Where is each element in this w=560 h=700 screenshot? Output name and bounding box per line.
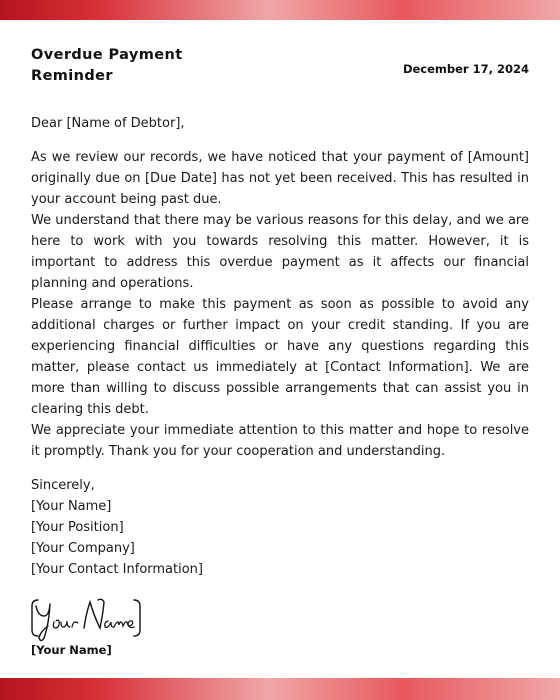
letter-date: December 17, 2024 [402, 62, 529, 76]
signature-name: [Your Name] [31, 643, 112, 657]
sender-position: [Your Position] [31, 520, 124, 535]
sender-name: [Your Name] [31, 499, 112, 514]
handwritten-signature [28, 594, 144, 644]
sender-contact: [Your Contact Information] [31, 562, 203, 577]
body-paragraph: We appreciate your immediate attention to this matter and hope to resolve it promptly. Thank you for your cooperation and understanding. [31, 423, 529, 459]
closing-block [31, 475, 203, 580]
letter-body [31, 147, 529, 462]
salutation: Dear [Name of Debtor], [31, 116, 185, 131]
top-accent-bar [0, 0, 560, 20]
sender-company: [Your Company] [31, 541, 135, 556]
body-paragraph: Please arrange to make this payment as soon as possible to avoid any additional charges or further impact on your credit standing. If you are experiencing financial difficulties or have any questions regarding this matter, please contact us immediately at [Contact Information]. We are more than willing to discuss possible arrangements that can assist you in clearing this debt. [31, 297, 529, 417]
letter-title: Overdue Payment Reminder [31, 47, 183, 84]
sign-off: Sincerely, [31, 478, 95, 493]
bottom-accent-bar [0, 678, 560, 700]
body-paragraph: We understand that there may be various reasons for this delay, and we are here to work with you towards resolving this matter. However, it is important to address this overdue payment as it affects our financial planning and operations. [31, 213, 529, 291]
body-paragraph: As we review our records, we have noticed that your payment of [Amount] originally due on [Due Date] has not yet been received. This has resulted in your account being past due. [31, 150, 529, 207]
